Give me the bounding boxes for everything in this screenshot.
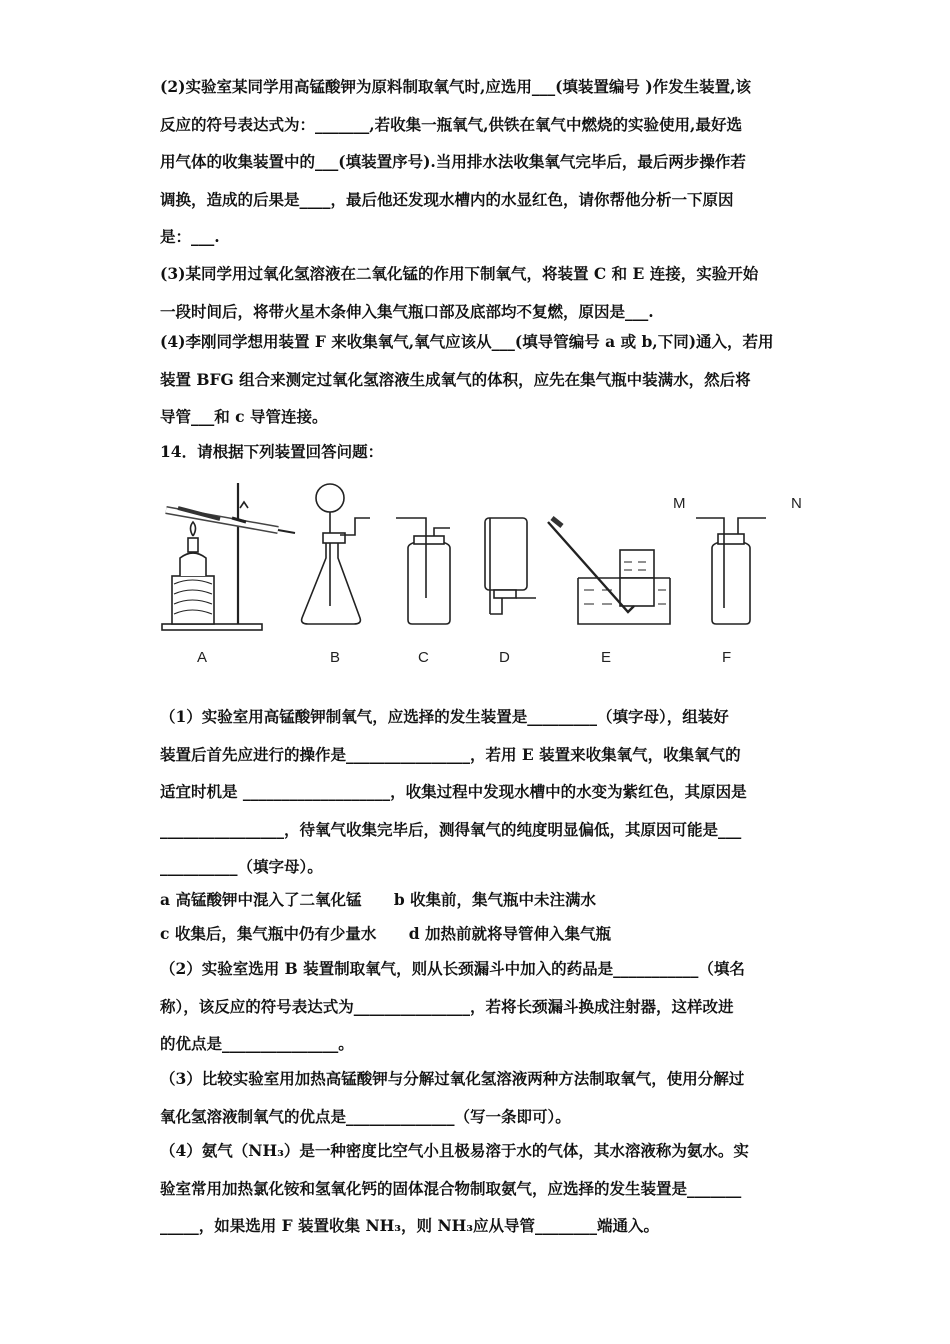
- text-line: 装置 BFG 组合来测定过氧化氢溶液生成氧气的体积，应先在集气瓶中装满水，然后将: [160, 369, 751, 389]
- text-line: (4)李刚同学想用装置 F 来收集氧气,氧气应该从___(填导管编号 a 或 b,下同)通入，若用: [160, 332, 774, 351]
- label-f: F: [722, 649, 732, 666]
- text-line: 反应的符号表达式为：_______,若收集一瓶氧气,供铁在氧气中燃烧的实验使用,最好选: [160, 114, 742, 134]
- text-line: （1）实验室用高锰酸钾制氧气，应选择的发生装置是_________（填字母），组装好: [160, 707, 729, 726]
- q13-part3: [160, 255, 792, 330]
- q14-part1: [160, 698, 792, 886]
- text-line: 用气体的收集装置中的___(填装置序号).当用排水法收集氧气完毕后，最后两步操作若: [160, 152, 746, 171]
- apparatus-b: [302, 484, 370, 624]
- text-line: 验室常用加热氯化铵和氢氧化钙的固体混合物制取氨气，应选择的发生装置是_______: [160, 1178, 742, 1198]
- text-line: ________________，待氧气收集完毕后，测得氧气的纯度明显偏低，其原因可能是___: [160, 819, 742, 839]
- text-line: __________（填字母）。: [160, 857, 323, 876]
- text-line: 是：___.: [160, 227, 220, 246]
- question-heading: 14．请根据下列装置回答问题：: [160, 442, 384, 461]
- q14-part3: [160, 1060, 792, 1135]
- apparatus-a: [162, 483, 295, 630]
- text-line: 称），该反应的符号表达式为_______________，若将长颈漏斗换成注射器，这样改进: [160, 996, 734, 1016]
- text-line: （3）比较实验室用加热高锰酸钾与分解过氧化氢溶液两种方法制取氧气，使用分解过: [160, 1069, 745, 1088]
- text-line: （2）实验室选用 B 装置制取氧气，则从长颈漏斗中加入的药品是___________（填名: [160, 959, 745, 978]
- q13-part2: [160, 68, 792, 256]
- label-d: D: [499, 649, 510, 666]
- text-line: 的优点是_______________。: [160, 1034, 354, 1053]
- text-line: (2)实验室某同学用高锰酸钾为原料制取氧气时,应选用___(填装置编号 )作发生装置,该: [160, 77, 752, 96]
- q14-title: [160, 433, 792, 471]
- q13-part4: [160, 323, 792, 436]
- apparatus-f: [696, 518, 766, 624]
- text-line: (3)某同学用过氧化氢溶液在二氧化锰的作用下制氧气，将装置 C 和 E 连接，实验开始: [160, 264, 759, 283]
- label-e: E: [601, 649, 612, 666]
- text-line: 氧化氢溶液制氧气的优点是______________（写一条即可）。: [160, 1106, 571, 1126]
- option-line: c 收集后，集气瓶中仍有少量水 d 加热前就将导管伸入集气瓶: [160, 924, 611, 943]
- text-line: 调换，造成的后果是____，最后他还发现水槽内的水显红色，请你帮他分析一下原因: [160, 189, 734, 209]
- apparatus-c: [396, 518, 450, 624]
- label-n: N: [791, 495, 802, 512]
- text-line: 一段时间后，将带火星木条伸入集气瓶口部及底部均不复燃，原因是___.: [160, 301, 654, 321]
- label-a: A: [197, 649, 208, 666]
- q14-part2: [160, 950, 792, 1063]
- label-m: M: [673, 495, 686, 512]
- text-line: （4）氨气（NH₃）是一种密度比空气小且极易溶于水的气体，其水溶液称为氨水。实: [160, 1141, 749, 1160]
- apparatus-drawing: [150, 478, 810, 678]
- apparatus-figure: [150, 478, 810, 678]
- apparatus-e: [548, 518, 670, 624]
- text-line: 适宜时机是 ___________________，收集过程中发现水槽中的水变为紫红色，其原因是: [160, 782, 747, 801]
- apparatus-d: [485, 518, 536, 614]
- text-line: _____，如果选用 F 装置收集 NH₃，则 NH₃应从导管________端通入。: [160, 1216, 660, 1235]
- option-line: a 高锰酸钾中混入了二氧化锰 b 收集前，集气瓶中未注满水: [160, 890, 597, 909]
- label-c: C: [418, 649, 429, 666]
- q14-part4: [160, 1132, 792, 1245]
- text-line: 导管___和 c 导管连接。: [160, 407, 328, 426]
- label-b: B: [330, 649, 341, 666]
- text-line: 装置后首先应进行的操作是________________，若用 E 装置来收集氧气，收集氧气的: [160, 744, 741, 764]
- q14-options: [160, 883, 792, 951]
